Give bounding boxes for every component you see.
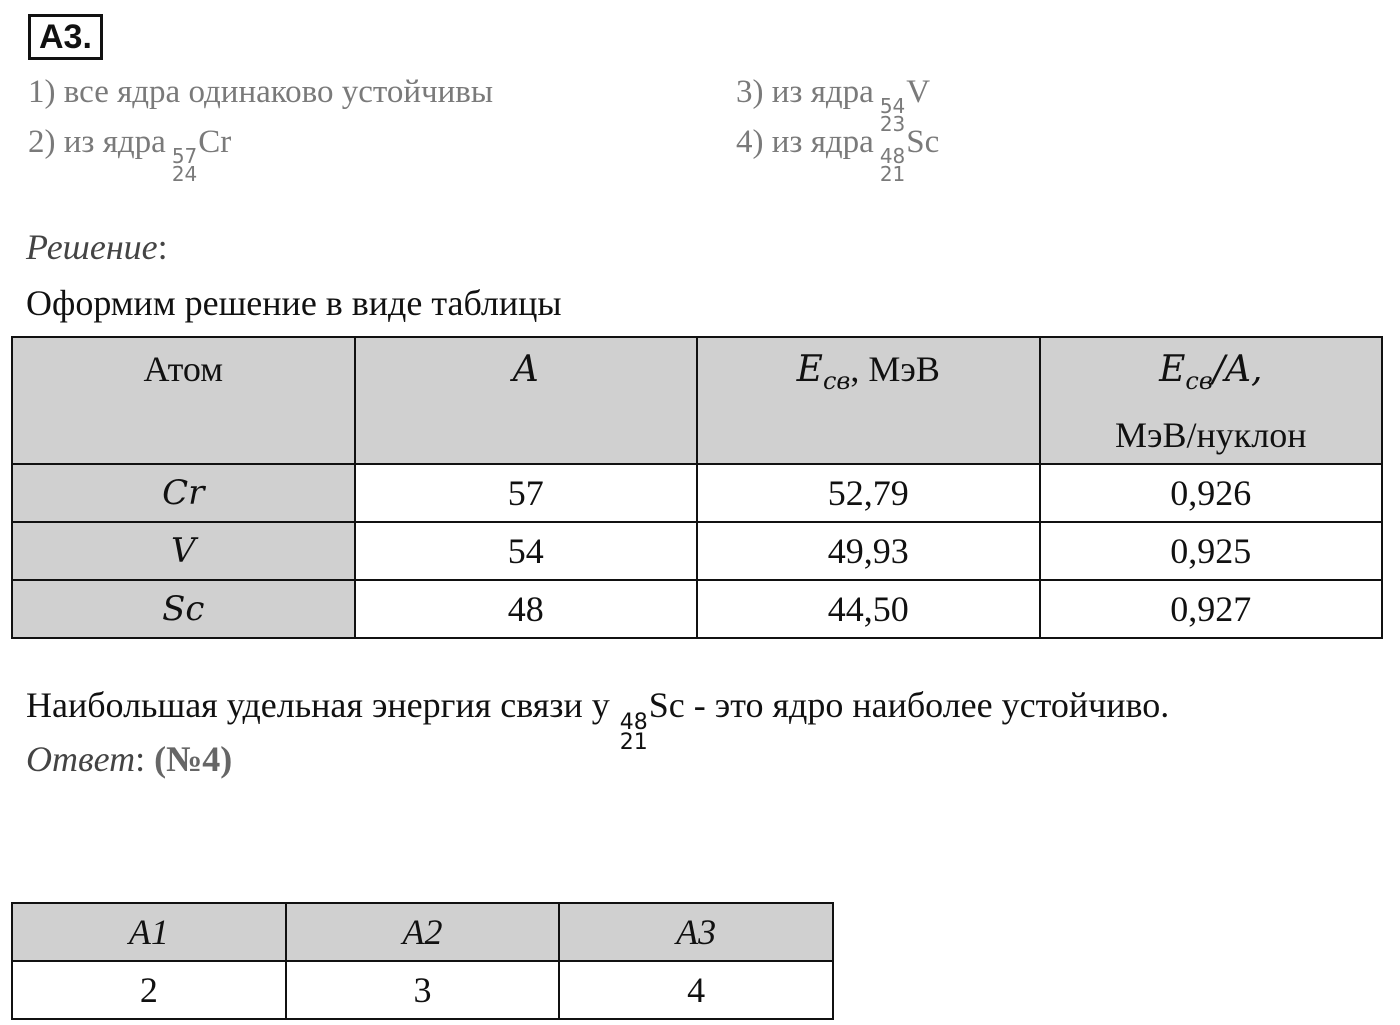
- answer-table: [11, 902, 834, 1020]
- answer-colon: :: [135, 739, 155, 779]
- table-header-row: [12, 337, 1382, 464]
- charge-number: 24: [171, 162, 198, 186]
- option-number: 4): [736, 124, 764, 160]
- cell-binding-energy: 52,79: [697, 464, 1040, 522]
- cell-atom: Cr: [12, 464, 355, 522]
- cell-mass-number: 48: [355, 580, 698, 638]
- element-symbol: Sc: [906, 124, 940, 160]
- table-row: [12, 522, 1382, 580]
- option-text: из ядра: [771, 124, 874, 160]
- charge-number: 21: [619, 730, 648, 755]
- answer-header: A2: [286, 903, 560, 961]
- task-label: A3.: [28, 14, 103, 60]
- option-text: из ядра: [63, 124, 166, 160]
- charge-number: 21: [879, 162, 906, 186]
- option-text: все ядра одинаково устойчивы: [63, 74, 494, 110]
- specific-energy-unit: МэВ/нуклон: [1115, 415, 1307, 456]
- cell-atom: V: [12, 522, 355, 580]
- energy-symbol: E: [796, 349, 823, 390]
- solution-intro: Оформим решение в виде таблицы: [26, 283, 562, 323]
- answer-label: Ответ: [26, 739, 136, 779]
- cell-specific-energy: 0,926: [1040, 464, 1383, 522]
- nuclide-index: [171, 144, 198, 186]
- answer-values-row: [12, 961, 833, 1019]
- cell-mass-number: 57: [355, 464, 698, 522]
- answer-cell: 3: [286, 961, 560, 1019]
- answer-header: A1: [12, 903, 286, 961]
- answer-header-row: [12, 903, 833, 961]
- table-row: [12, 464, 1382, 522]
- option-number: 3): [736, 74, 764, 110]
- solution-heading-colon: :: [157, 227, 168, 267]
- mass-number: 48: [619, 710, 648, 735]
- mass-number: 57: [171, 144, 198, 168]
- answer-value: (№4): [154, 739, 233, 779]
- energy-subscript: св: [1185, 367, 1213, 396]
- element-symbol: Sc: [648, 685, 685, 725]
- answer-cell: 2: [12, 961, 286, 1019]
- mass-number: 48: [879, 144, 906, 168]
- nuclide-index: [879, 144, 906, 186]
- cell-mass-number: 54: [355, 522, 698, 580]
- energy-unit: , МэВ: [850, 349, 940, 389]
- element-symbol: V: [906, 74, 931, 110]
- per-nucleon-symbol: /A,: [1212, 349, 1263, 390]
- table-row: [12, 580, 1382, 638]
- answer-header: A3: [559, 903, 833, 961]
- element-symbol: Cr: [198, 124, 232, 160]
- header-binding-energy: [697, 337, 1040, 464]
- charge-number: 23: [879, 112, 906, 136]
- header-specific-energy: [1040, 337, 1383, 464]
- conclusion-tail: - это ядро наиболее устойчиво.: [684, 685, 1170, 725]
- cell-atom: Sc: [12, 580, 355, 638]
- answer-line: [26, 738, 232, 780]
- cell-specific-energy: 0,925: [1040, 522, 1383, 580]
- nuclide-index: [619, 710, 648, 755]
- cell-specific-energy: 0,927: [1040, 580, 1383, 638]
- option-1: [28, 74, 493, 111]
- option-text: из ядра: [771, 74, 874, 110]
- solution-table: [11, 336, 1383, 639]
- option-number: 2): [28, 124, 56, 160]
- mass-number: 54: [879, 94, 906, 118]
- energy-subscript: св: [822, 367, 851, 396]
- cell-binding-energy: 44,50: [697, 580, 1040, 638]
- option-4: [736, 124, 940, 186]
- option-number: 1): [28, 74, 56, 110]
- header-mass-number: [355, 337, 698, 464]
- conclusion-text: Наибольшая удельная энергия связи у: [26, 685, 610, 725]
- energy-symbol: E: [1159, 349, 1186, 390]
- cell-binding-energy: 49,93: [697, 522, 1040, 580]
- header-atom: Атом: [12, 337, 355, 464]
- mass-number-symbol: A: [512, 349, 539, 390]
- answer-cell: 4: [559, 961, 833, 1019]
- solution-heading-text: Решение: [26, 227, 158, 267]
- option-2: [28, 124, 232, 186]
- solution-heading: [26, 226, 168, 268]
